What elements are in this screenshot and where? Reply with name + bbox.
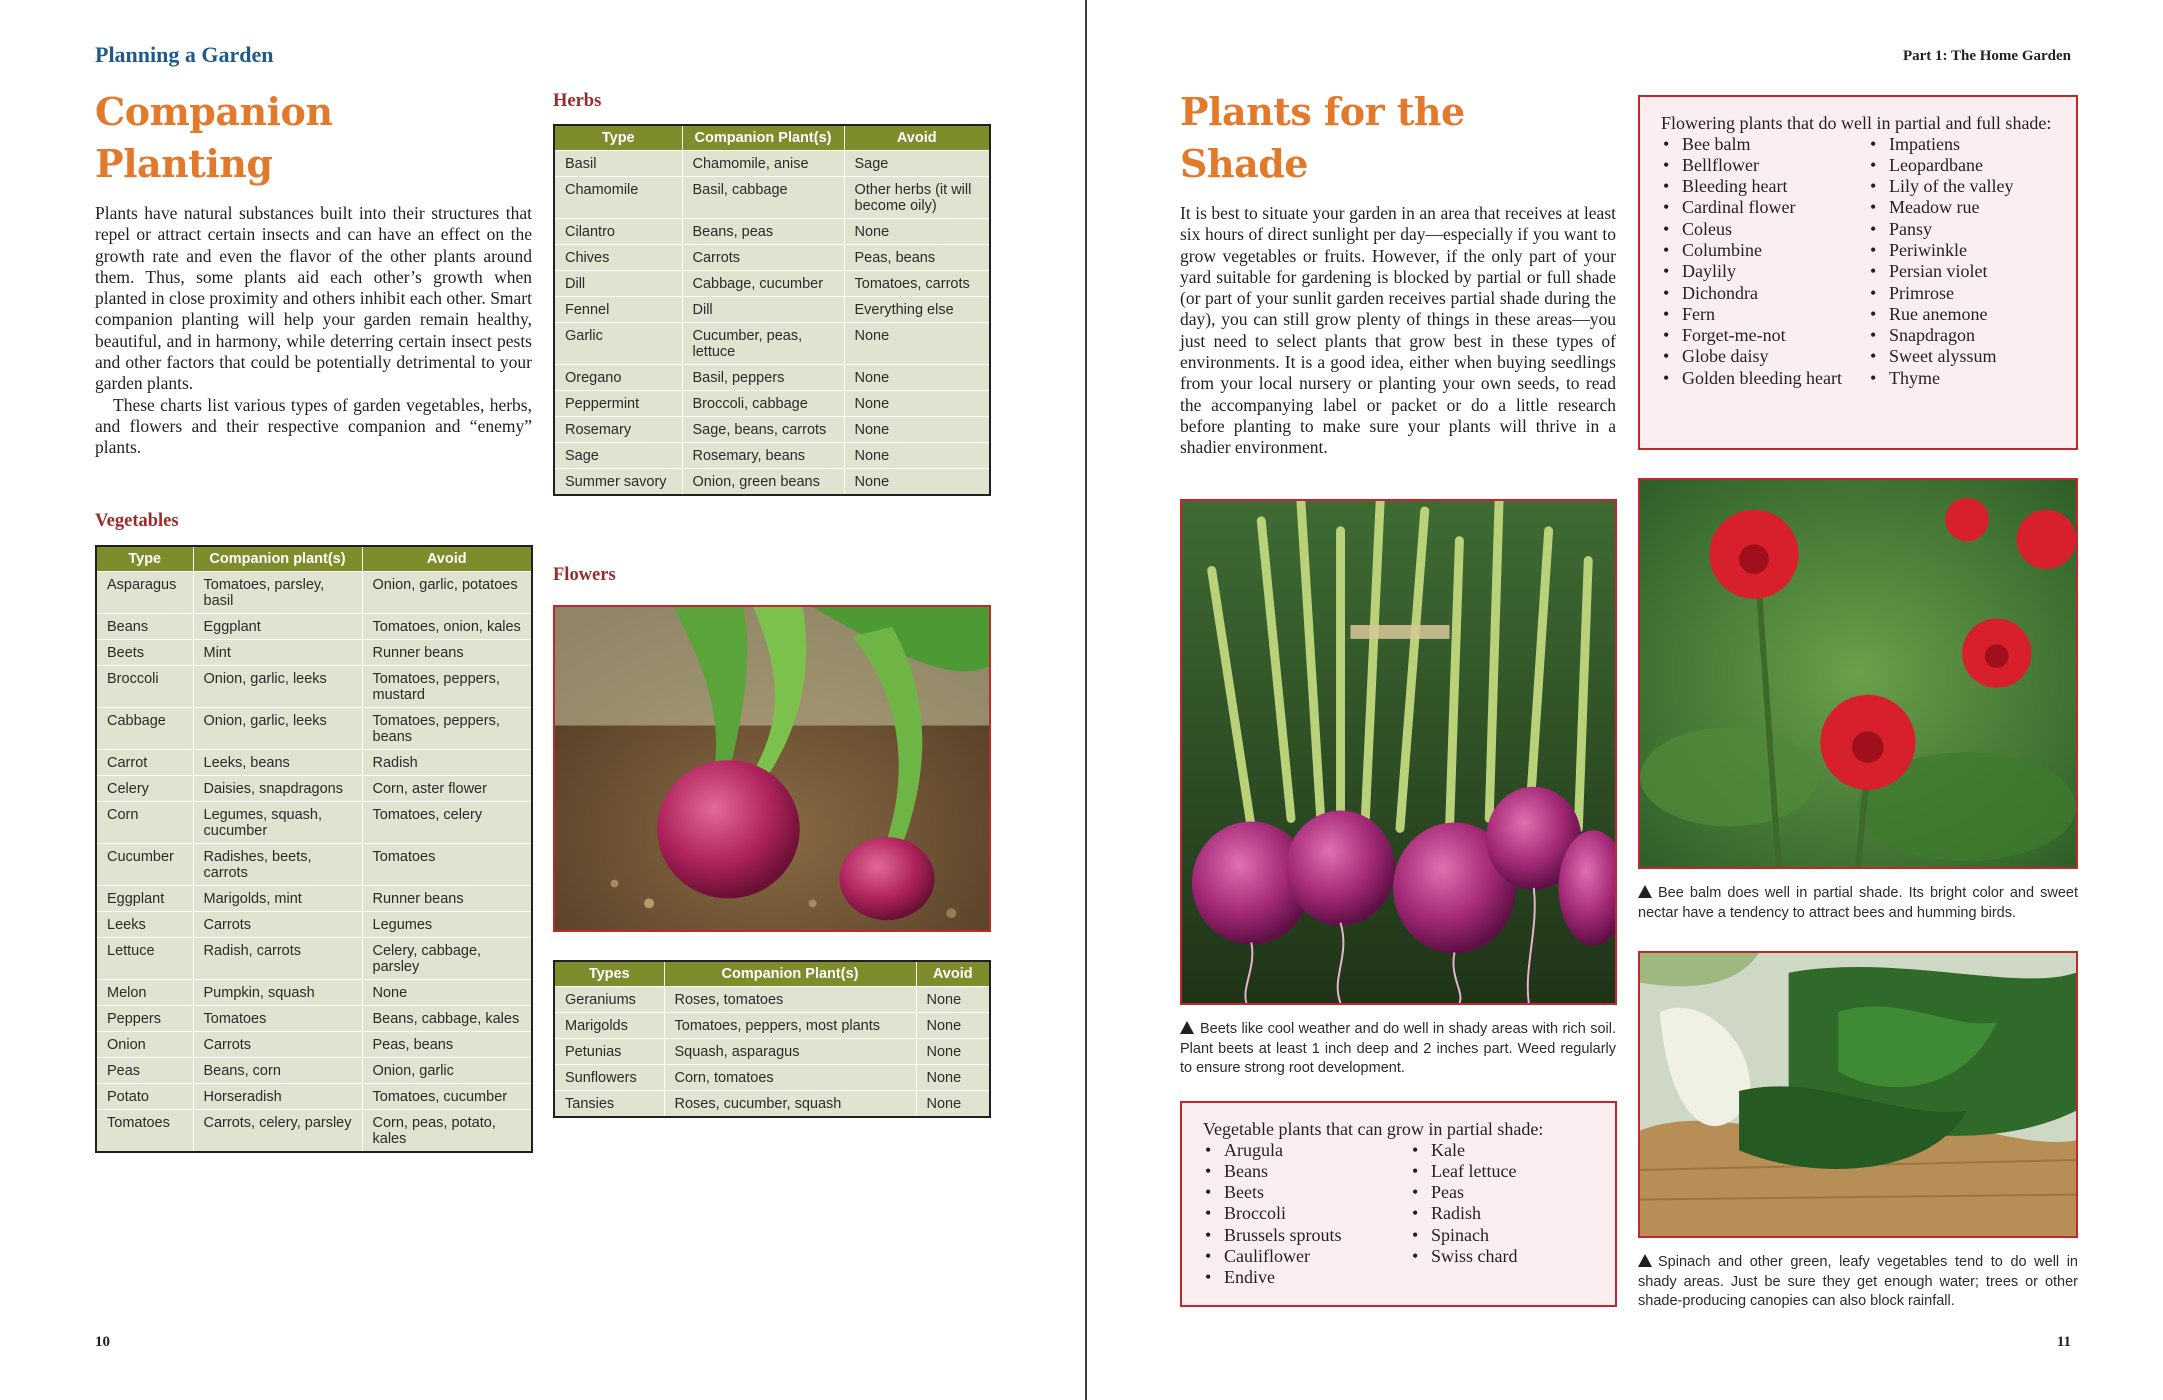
table-row <box>554 1013 990 1039</box>
table-cell: Peppermint <box>554 391 682 417</box>
table-cell: Tomatoes, onion, kales <box>362 614 532 640</box>
table-cell: Marigolds <box>554 1013 664 1039</box>
table-row <box>554 219 990 245</box>
table-cell: Basil <box>554 151 682 177</box>
table-cell: Tomatoes, peppers, most plants <box>664 1013 916 1039</box>
table-cell: Beans, cabbage, kales <box>362 1006 532 1032</box>
table-cell: Beans <box>96 614 193 640</box>
running-head-left: Planning a Garden <box>95 42 274 67</box>
table-cell: Daisies, snapdragons <box>193 776 362 802</box>
table-cell: Celery <box>96 776 193 802</box>
running-head-right: Part 1: The Home Garden <box>1902 48 2071 64</box>
table-cell: Radish <box>362 750 532 776</box>
page-number-right: 11 <box>2056 1334 2071 1350</box>
table-cell: Carrots <box>193 1032 362 1058</box>
intro-text <box>95 203 532 459</box>
table-cell: Asparagus <box>96 572 193 614</box>
table-cell: Sage <box>844 151 990 177</box>
table-row <box>554 1039 990 1065</box>
vegetable-list-col1 <box>1203 1140 1410 1289</box>
flowering-plants-box <box>1638 95 2078 450</box>
shade-body-text <box>1180 203 1616 459</box>
table-row <box>96 802 532 844</box>
table-cell: Basil, peppers <box>682 365 844 391</box>
flowering-list-col1 <box>1661 134 1868 390</box>
list-item: • Coleus <box>1661 219 1868 240</box>
table-cell: Potato <box>96 1084 193 1110</box>
table-cell: Onion, garlic, leeks <box>193 708 362 750</box>
table-row <box>554 271 990 297</box>
list-item: • Fern <box>1661 304 1868 325</box>
list-item: • Arugula <box>1203 1140 1410 1161</box>
herbs-heading: Herbs <box>553 91 602 111</box>
table-cell: Petunias <box>554 1039 664 1065</box>
table-row <box>96 666 532 708</box>
vegetable-list-columns <box>1203 1140 1595 1289</box>
title-line: Plants for the <box>1180 89 1465 134</box>
book-spine <box>1085 0 1087 1400</box>
table-row <box>96 938 532 980</box>
column-header: Avoid <box>362 546 532 572</box>
table-cell: Eggplant <box>96 886 193 912</box>
table-cell: Broccoli <box>96 666 193 708</box>
table-cell: Tomatoes <box>193 1006 362 1032</box>
table-cell: None <box>844 365 990 391</box>
table-cell: Celery, cabbage, parsley <box>362 938 532 980</box>
list-item: • Peas <box>1410 1182 1518 1203</box>
table-cell: Tomatoes, celery <box>362 802 532 844</box>
table-cell: Peppers <box>96 1006 193 1032</box>
table-row <box>554 297 990 323</box>
table-row <box>554 365 990 391</box>
table-cell: Chives <box>554 245 682 271</box>
list-item: • Snapdragon <box>1868 325 2013 346</box>
table-cell: Tomatoes, cucumber <box>362 1084 532 1110</box>
table-cell: Cabbage, cucumber <box>682 271 844 297</box>
column-header: Types <box>554 961 664 987</box>
table-row <box>554 1065 990 1091</box>
list-item: • Periwinkle <box>1868 240 2013 261</box>
table-row <box>554 417 990 443</box>
table-cell: Corn, peas, potato, kales <box>362 1110 532 1153</box>
table-row <box>554 469 990 496</box>
flowers-heading: Flowers <box>553 565 616 585</box>
spinach-caption-text: Spinach and other green, leafy vegetables tend to do well in shady areas. Just be sure they get enough water; trees or other shade-producing canopies can also block rainfall. <box>1638 1254 2078 1309</box>
table-cell: Rosemary <box>554 417 682 443</box>
table-cell: Onion, green beans <box>682 469 844 496</box>
table-cell: Lettuce <box>96 938 193 980</box>
vegetable-box-title: Vegetable plants that can grow in partial shade: <box>1203 1119 1544 1139</box>
list-item: • Persian violet <box>1868 261 2013 282</box>
table-cell: Eggplant <box>193 614 362 640</box>
table-cell: Cilantro <box>554 219 682 245</box>
list-item: • Thyme <box>1868 368 2013 389</box>
list-item: • Lily of the valley <box>1868 176 2013 197</box>
column-header: Companion plant(s) <box>193 546 362 572</box>
table-cell: Tomatoes, peppers, mustard <box>362 666 532 708</box>
vegetable-plants-box <box>1180 1101 1617 1307</box>
title-line: Shade <box>1180 141 1308 186</box>
table-row <box>554 391 990 417</box>
list-item: • Leopardbane <box>1868 155 2013 176</box>
column-header: Type <box>96 546 193 572</box>
table-row <box>96 844 532 886</box>
flowers-table <box>553 960 991 1118</box>
page-title-companion-planting <box>95 86 333 190</box>
list-item: • Endive <box>1203 1267 1410 1288</box>
table-cell: Tomatoes, carrots <box>844 271 990 297</box>
flowering-list-col2 <box>1868 134 2013 390</box>
table-row <box>96 980 532 1006</box>
table-cell: None <box>916 1013 990 1039</box>
table-cell: None <box>844 391 990 417</box>
table-row <box>96 1058 532 1084</box>
table-cell: Pumpkin, squash <box>193 980 362 1006</box>
table-cell: Peas <box>96 1058 193 1084</box>
table-cell: Radish, carrots <box>193 938 362 980</box>
table-cell: None <box>916 987 990 1013</box>
list-item: • Radish <box>1410 1203 1518 1224</box>
table-cell: Mint <box>193 640 362 666</box>
table-cell: None <box>362 980 532 1006</box>
list-item: • Pansy <box>1868 219 2013 240</box>
table-cell: None <box>844 443 990 469</box>
table-cell: Carrots <box>193 912 362 938</box>
list-item: • Beets <box>1203 1182 1410 1203</box>
herbs-table-wrap <box>553 124 991 496</box>
table-cell: Garlic <box>554 323 682 365</box>
table-cell: Basil, cabbage <box>682 177 844 219</box>
table-cell: Tomatoes <box>96 1110 193 1153</box>
table-cell: Corn, tomatoes <box>664 1065 916 1091</box>
list-item: • Kale <box>1410 1140 1518 1161</box>
table-cell: None <box>844 219 990 245</box>
list-item: • Bee balm <box>1661 134 1868 155</box>
table-cell: Carrots, celery, parsley <box>193 1110 362 1153</box>
table-cell: Beets <box>96 640 193 666</box>
table-cell: Summer savory <box>554 469 682 496</box>
table-cell: Onion <box>96 1032 193 1058</box>
table-cell: Legumes <box>362 912 532 938</box>
table-cell: Carrots <box>682 245 844 271</box>
table-cell: Horseradish <box>193 1084 362 1110</box>
table-cell: Roses, tomatoes <box>664 987 916 1013</box>
flowering-box-title: Flowering plants that do well in partial and full shade: <box>1661 113 2052 133</box>
table-cell: Cucumber, peas, lettuce <box>682 323 844 365</box>
table-cell: Marigolds, mint <box>193 886 362 912</box>
table-cell: None <box>844 469 990 496</box>
list-item: • Swiss chard <box>1410 1246 1518 1267</box>
table-row <box>96 912 532 938</box>
spinach-caption <box>1638 1253 2078 1312</box>
table-row <box>554 177 990 219</box>
table-cell: Onion, garlic, leeks <box>193 666 362 708</box>
table-cell: Leeks <box>96 912 193 938</box>
bee-balm-caption-text: Bee balm does well in partial shade. Its bright color and sweet nectar have a tendency to attract bees and humming birds. <box>1638 885 2078 921</box>
radish-image <box>555 607 989 930</box>
list-item: • Brussels sprouts <box>1203 1225 1410 1246</box>
beets-photo <box>1180 499 1617 1005</box>
table-row <box>96 1084 532 1110</box>
table-cell: None <box>844 323 990 365</box>
bee-balm-caption <box>1638 884 2078 923</box>
table-cell: Beans, corn <box>193 1058 362 1084</box>
table-cell: Tansies <box>554 1091 664 1118</box>
table-cell: Tomatoes, peppers, beans <box>362 708 532 750</box>
table-cell: Sage <box>554 443 682 469</box>
list-item: • Leaf lettuce <box>1410 1161 1518 1182</box>
list-item: • Primrose <box>1868 283 2013 304</box>
table-cell: Peas, beans <box>362 1032 532 1058</box>
table-cell: Fennel <box>554 297 682 323</box>
table-cell: Other herbs (it will become oily) <box>844 177 990 219</box>
table-cell: None <box>916 1065 990 1091</box>
table-cell: Cabbage <box>96 708 193 750</box>
radish-photo <box>553 605 991 932</box>
table-row <box>96 776 532 802</box>
title-line: Companion <box>95 89 333 134</box>
vegetable-list-col2 <box>1410 1140 1518 1289</box>
list-item: • Meadow rue <box>1868 197 2013 218</box>
page-title-plants-for-the-shade <box>1180 86 1465 190</box>
table-cell: None <box>844 417 990 443</box>
list-item: • Rue anemone <box>1868 304 2013 325</box>
table-cell: Runner beans <box>362 640 532 666</box>
table-cell: Sunflowers <box>554 1065 664 1091</box>
table-cell: Geraniums <box>554 987 664 1013</box>
list-item: • Bellflower <box>1661 155 1868 176</box>
table-cell: Dill <box>554 271 682 297</box>
table-cell: Beans, peas <box>682 219 844 245</box>
intro-paragraph: Plants have natural substances built into their structures that repel or attract certain insects and can have an effect on the growth rate and even the flavor of the other plants around them. Thus, some plants aid each other’s growth when planted in close proximity and others inhibit each other. Smart companion planting will help your garden remain healthy, beautiful, and in harmony, while deterring certain insect pests and other factors that could be potentially detrimental to your garden plants. <box>95 203 532 394</box>
vegetables-table <box>95 545 533 1153</box>
table-cell: Roses, cucumber, squash <box>664 1091 916 1118</box>
list-item: • Golden bleeding heart <box>1661 368 1868 389</box>
list-item: • Globe daisy <box>1661 346 1868 367</box>
list-item: • Bleeding heart <box>1661 176 1868 197</box>
table-row <box>554 443 990 469</box>
column-header: Avoid <box>916 961 990 987</box>
table-row <box>96 1032 532 1058</box>
table-cell: Carrot <box>96 750 193 776</box>
table-cell: Legumes, squash, cucumber <box>193 802 362 844</box>
table-cell: Corn, aster flower <box>362 776 532 802</box>
vegetables-heading: Vegetables <box>95 511 179 531</box>
spinach-photo <box>1638 951 2078 1238</box>
caption-triangle-icon <box>1638 1254 1652 1267</box>
column-header: Companion Plant(s) <box>682 125 844 151</box>
table-cell: Dill <box>682 297 844 323</box>
table-cell: Broccoli, cabbage <box>682 391 844 417</box>
list-item: • Sweet alyssum <box>1868 346 2013 367</box>
list-item: • Dichondra <box>1661 283 1868 304</box>
list-item: • Columbine <box>1661 240 1868 261</box>
table-row <box>554 151 990 177</box>
table-cell: Chamomile, anise <box>682 151 844 177</box>
table-cell: Corn <box>96 802 193 844</box>
list-item: • Spinach <box>1410 1225 1518 1246</box>
list-item: • Broccoli <box>1203 1203 1410 1224</box>
table-cell: Onion, garlic, potatoes <box>362 572 532 614</box>
flowers-table-wrap <box>553 960 991 1118</box>
table-row <box>554 323 990 365</box>
table-cell: Tomatoes <box>362 844 532 886</box>
title-line: Planting <box>95 141 273 186</box>
table-row <box>554 1091 990 1118</box>
bee-balm-photo <box>1638 478 2078 869</box>
table-cell: Sage, beans, carrots <box>682 417 844 443</box>
table-cell: Oregano <box>554 365 682 391</box>
vegetables-table-wrap <box>95 545 533 1153</box>
table-cell: Tomatoes, parsley, basil <box>193 572 362 614</box>
table-cell: Radishes, beets, carrots <box>193 844 362 886</box>
bee-balm-image <box>1640 480 2076 867</box>
beets-caption-text: Beets like cool weather and do well in shady areas with rich soil. Plant beets at least 1 inch deep and 2 inches part. Weed regularly to ensure strong root development. <box>1180 1021 1616 1076</box>
list-item: • Forget-me-not <box>1661 325 1868 346</box>
list-item: • Cauliflower <box>1203 1246 1410 1267</box>
table-cell: Melon <box>96 980 193 1006</box>
table-row <box>96 640 532 666</box>
column-header: Type <box>554 125 682 151</box>
table-row <box>96 614 532 640</box>
list-item: • Impatiens <box>1868 134 2013 155</box>
caption-triangle-icon <box>1638 885 1652 898</box>
column-header: Companion Plant(s) <box>664 961 916 987</box>
table-row <box>96 572 532 614</box>
table-row <box>96 708 532 750</box>
table-cell: Chamomile <box>554 177 682 219</box>
table-cell: Everything else <box>844 297 990 323</box>
table-cell: None <box>916 1091 990 1118</box>
table-cell: Peas, beans <box>844 245 990 271</box>
table-cell: Leeks, beans <box>193 750 362 776</box>
table-cell: Onion, garlic <box>362 1058 532 1084</box>
beets-caption <box>1180 1020 1616 1079</box>
shade-paragraph: It is best to situate your garden in an area that receives at least six hours of direct sunlight per day—especially if you want to grow vegetables or fruits. However, if the only part of your yard suitable for gardening is blocked by partial or full shade (or part of your sunlit garden receives partial shade during the day), you can still grow plenty of things in these areas—you just need to select plants that grow best in these types of environments. It is a good idea, either when buying seedlings from your local nursery or planting your own seeds, to read the accompanying label or packet or do a little research before planting to make sure your plants will thrive in a shadier environment. <box>1180 203 1616 458</box>
list-item: • Daylily <box>1661 261 1868 282</box>
intro-paragraph: These charts list various types of garden vegetables, herbs, and flowers and their respective companion and “enemy” plants. <box>95 394 532 458</box>
table-cell: Runner beans <box>362 886 532 912</box>
table-cell: Rosemary, beans <box>682 443 844 469</box>
column-header: Avoid <box>844 125 990 151</box>
table-row <box>96 750 532 776</box>
table-row <box>96 1006 532 1032</box>
spinach-image <box>1640 953 2076 1236</box>
table-cell: Squash, asparagus <box>664 1039 916 1065</box>
list-item: • Beans <box>1203 1161 1410 1182</box>
table-row <box>96 886 532 912</box>
table-cell: Cucumber <box>96 844 193 886</box>
beets-image <box>1182 501 1615 1003</box>
caption-triangle-icon <box>1180 1021 1194 1034</box>
flowering-list-columns <box>1661 134 2056 390</box>
list-item: • Cardinal flower <box>1661 197 1868 218</box>
table-cell: None <box>916 1039 990 1065</box>
table-row <box>96 1110 532 1153</box>
table-row <box>554 245 990 271</box>
herbs-table <box>553 124 991 496</box>
page-number-left: 10 <box>95 1334 110 1350</box>
table-row <box>554 987 990 1013</box>
